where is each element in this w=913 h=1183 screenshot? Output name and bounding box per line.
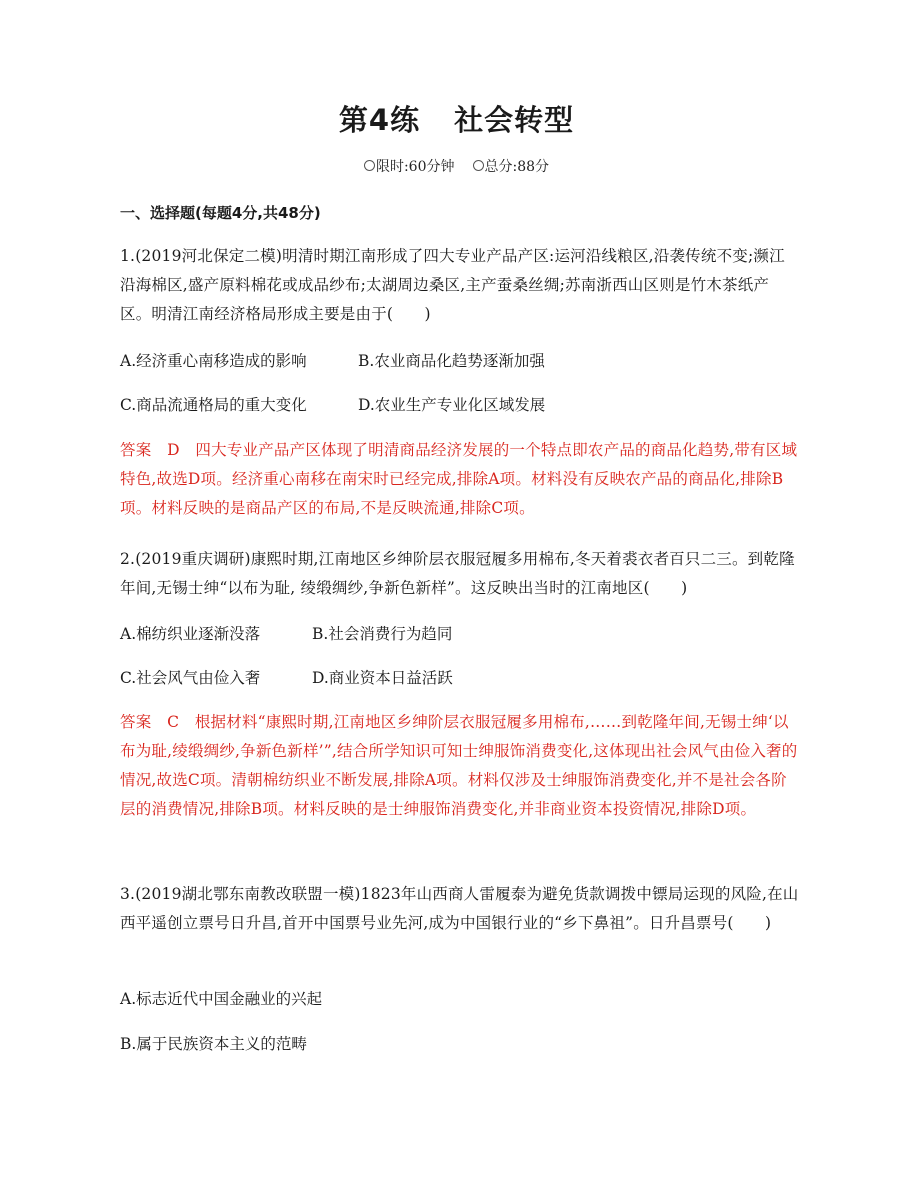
title-part1: 第4练 <box>338 103 421 137</box>
question-1-option-d: D.农业生产专业化区域发展 <box>358 396 546 414</box>
question-1-option-b: B.农业商品化趋势逐渐加强 <box>358 352 545 370</box>
question-1-option-c: C.商品流通格局的重大变化 <box>120 396 307 414</box>
question-1-answer: 答案 D 四大专业产品产区体现了明清商品经济发展的一个特点即农产品的商品化趋势,带有区域特色,故选D项。经济重心南移在南宋时已经完成,排除A项。材料没有反映农产品的商品化,排除B项。材料反映的是商品产区的布局,不是反映流通,排除C项。 <box>120 441 798 517</box>
page-title <box>0 98 913 139</box>
clock-icon <box>364 160 375 171</box>
title-part2: 社会转型 <box>454 103 575 137</box>
section-title: 一、选择题(每题4分,共48分) <box>120 204 321 222</box>
question-2-option-b: B.社会消费行为趋同 <box>312 625 453 643</box>
question-2-stem: 2.(2019重庆调研)康熙时期,江南地区乡绅阶层衣服冠履多用棉布,冬天着裘衣者百只二三。到乾隆年间,无锡士绅“以布为耻, 绫缎绸纱,争新色新样”。这反映出当时的江南地区( ) <box>120 550 795 597</box>
time-limit: 限时:60分钟 <box>375 159 455 175</box>
question-2-option-d: D.商业资本日益活跃 <box>312 669 453 687</box>
question-3-option-b: B.属于民族资本主义的范畴 <box>120 1035 307 1053</box>
question-2-option-c: C.社会风气由俭入奢 <box>120 669 261 687</box>
total-score: 总分:88分 <box>484 159 550 175</box>
question-1-option-a: A.经济重心南移造成的影响 <box>120 352 307 370</box>
question-2-answer: 答案 C 根据材料“康熙时期,江南地区乡绅阶层衣服冠履多用棉布,……到乾隆年间,无锡士绅‘以布为耻,绫缎绸纱,争新色新样’”,结合所学知识可知士绅服饰消费变化,这体现出社会风气由俭入奢的情况,故选C项。清朝棉纺织业不断发展,排除A项。材料仅涉及士绅服饰消费变化,并不是社会各阶层的消费情况,排除B项。材料反映的是士绅服饰消费变化,并非商业资本投资情况,排除D项。 <box>120 713 798 818</box>
exam-meta <box>0 156 913 176</box>
score-icon <box>473 160 484 171</box>
question-1-stem: 1.(2019河北保定二模)明清时期江南形成了四大专业产品产区:运河沿线粮区,沿袭传统不变;濒江沿海棉区,盛产原料棉花或成品纱布;太湖周边桑区,主产蚕桑丝绸;苏南浙西山区则是竹木茶纸产区。明清江南经济格局形成主要是由于( ) <box>120 247 785 323</box>
question-2-option-a: A.棉纺织业逐渐没落 <box>120 625 261 643</box>
question-3-option-a: A.标志近代中国金融业的兴起 <box>120 990 323 1008</box>
question-3-stem: 3.(2019湖北鄂东南教改联盟一模)1823年山西商人雷履泰为避免货款调拨中镖局运现的风险,在山西平遥创立票号日升昌,首开中国票号业先河,成为中国银行业的“乡下鼻祖”。日升昌票号( ) <box>120 885 799 932</box>
